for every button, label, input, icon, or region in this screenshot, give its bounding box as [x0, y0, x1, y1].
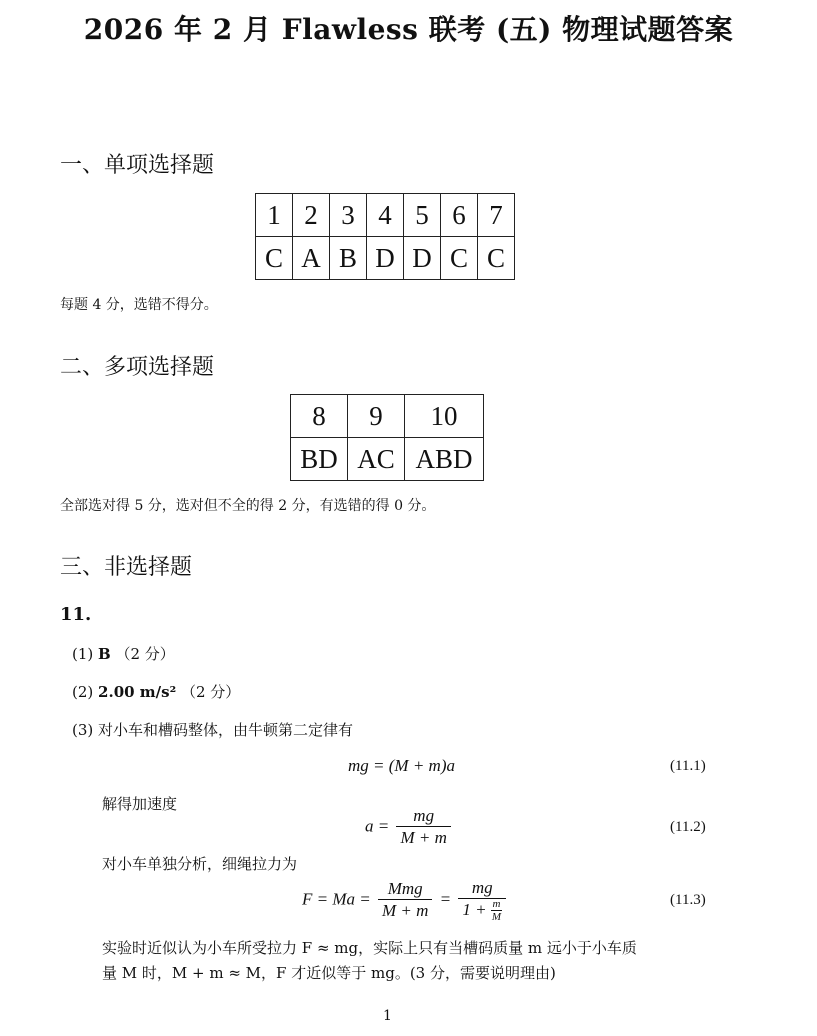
- table-cell: D: [367, 237, 404, 280]
- small-fraction-denominator: M: [491, 911, 502, 924]
- table-row-numbers: [291, 395, 484, 438]
- fraction-denominator: M + m: [382, 901, 429, 921]
- paragraph-line: 量 M 时，M + m ≈ M，F 才近似等于 mg。(3 分，需要说明理由): [102, 964, 556, 982]
- page-title: 2026 年 2 月 Flawless 联考 (五) 物理试题答案: [83, 13, 734, 46]
- table-cell: 1: [256, 194, 293, 237]
- part-number: (2): [72, 683, 94, 701]
- part-number: (1): [72, 645, 94, 663]
- fraction: [396, 806, 450, 849]
- table-cell: 8: [291, 395, 348, 438]
- table-cell: 10: [405, 395, 484, 438]
- table-cell: BD: [291, 438, 348, 481]
- equation-number: (11.1): [670, 758, 706, 774]
- fraction-denominator: M + m: [400, 828, 447, 847]
- paragraph-line: 实验时近似认为小车所受拉力 F ≈ mg，实际上只有当槽码质量 m 远小于小车质: [102, 939, 637, 957]
- section-heading-multiple-choice: 二、多项选择题: [60, 355, 215, 380]
- equation-11-1: mg = (M + m)a: [348, 756, 455, 775]
- table-cell: AC: [348, 438, 405, 481]
- table-cell: C: [478, 237, 515, 280]
- table-cell: C: [441, 237, 478, 280]
- paragraph: 对小车单独分析，细绳拉力为: [102, 855, 298, 873]
- part-2: [72, 681, 240, 702]
- table-cell: 4: [367, 194, 404, 237]
- fraction-numerator: mg: [396, 806, 450, 827]
- part-3: [72, 719, 353, 740]
- equation-lhs: F = Ma =: [302, 889, 371, 909]
- fraction-numerator: mg: [458, 878, 506, 899]
- table-row-numbers: [256, 194, 515, 237]
- section-heading-single-choice: 一、单项选择题: [60, 153, 215, 178]
- equation-lhs: a =: [365, 816, 390, 836]
- table-cell: A: [293, 237, 330, 280]
- fraction-numerator: Mmg: [378, 879, 432, 900]
- small-fraction-numerator: m: [492, 898, 501, 911]
- fraction: [458, 878, 506, 923]
- part-answer: 2.00 m/s²: [98, 683, 177, 701]
- section-heading-non-choice: 三、非选择题: [60, 555, 193, 580]
- part-answer: B: [98, 645, 111, 663]
- equation-number: (11.2): [670, 819, 706, 835]
- part-1: [72, 643, 175, 664]
- small-fraction: [491, 899, 502, 923]
- table-cell: 2: [293, 194, 330, 237]
- question-label: 11.: [60, 604, 92, 625]
- table-cell: 6: [441, 194, 478, 237]
- part-text: 对小车和槽码整体，由牛顿第二定律有: [98, 721, 354, 739]
- part-score: （2 分）: [180, 683, 241, 701]
- table-cell: 5: [404, 194, 441, 237]
- page-number: 1: [383, 1008, 392, 1024]
- table-cell: 7: [478, 194, 515, 237]
- denominator-prefix: 1 +: [462, 900, 487, 919]
- scoring-note-single: 每题 4 分，选错不得分。: [60, 297, 218, 313]
- part-number: (3): [72, 721, 94, 739]
- table-cell: ABD: [405, 438, 484, 481]
- table-cell: D: [404, 237, 441, 280]
- table-cell: 3: [330, 194, 367, 237]
- table-cell: C: [256, 237, 293, 280]
- equation-11-2: [365, 806, 454, 849]
- scoring-note-multiple: 全部选对得 5 分，选对但不全的得 2 分，有选错的得 0 分。: [60, 498, 436, 514]
- paragraph: 解得加速度: [102, 795, 178, 813]
- equation-number: (11.3): [670, 892, 706, 908]
- part-score: （2 分）: [115, 645, 175, 663]
- fraction-denominator: [458, 899, 506, 923]
- table-row-answers: [291, 438, 484, 481]
- table-cell: 9: [348, 395, 405, 438]
- single-choice-answer-table: [255, 193, 515, 280]
- fraction: [378, 879, 432, 922]
- multiple-choice-answer-table: [290, 394, 484, 481]
- table-row-answers: [256, 237, 515, 280]
- equation-11-3: [302, 878, 509, 923]
- equals-sign: =: [439, 889, 452, 909]
- table-cell: B: [330, 237, 367, 280]
